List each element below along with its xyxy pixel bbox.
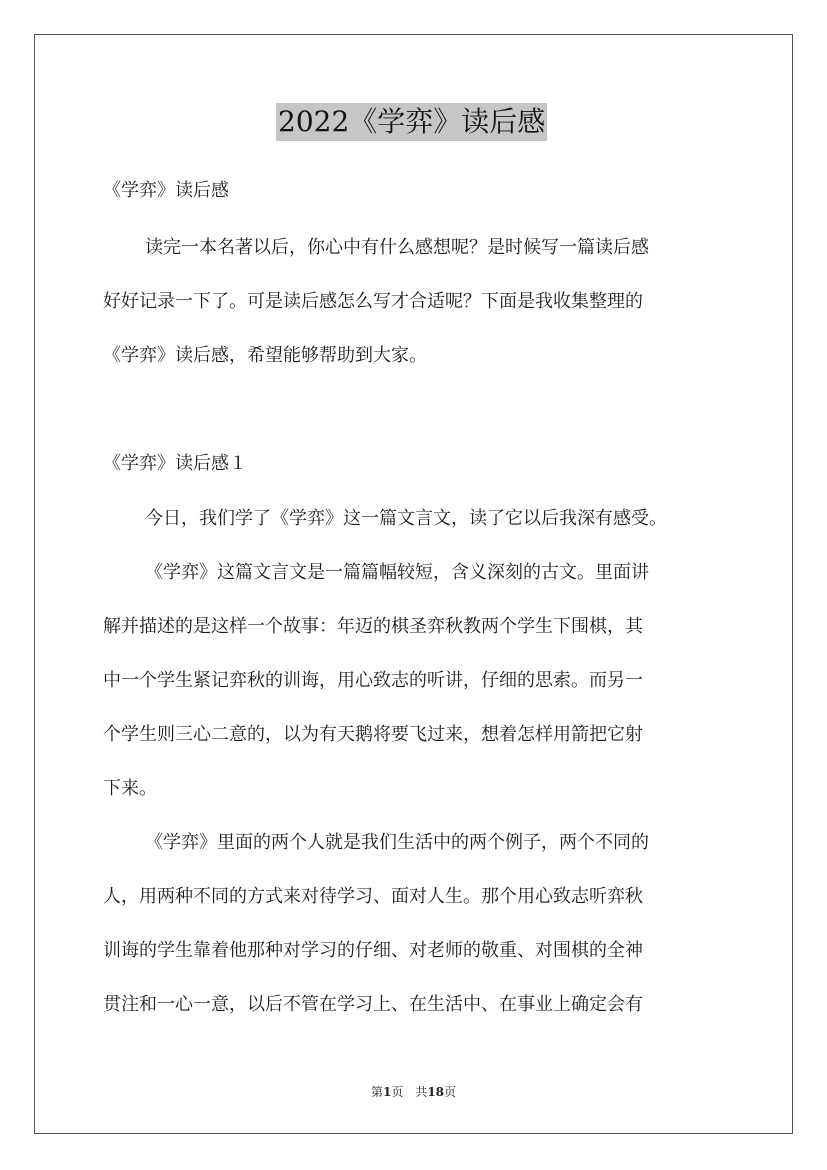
subheading: 《学弈》读后感 <box>103 180 229 201</box>
body-line-4: 中一个学生紧记弈秋的训诲，用心致志的听讲，仔细的思索。而另一 <box>103 670 643 691</box>
footer-suffix: 页 <box>444 1085 457 1099</box>
intro-line-2: 好好记录一下了。可是读后感怎么写才合适呢？下面是我收集整理的 <box>103 291 643 312</box>
body-line-9: 训诲的学生靠着他那种对学习的仔细、对老师的敬重、对围棋的全神 <box>103 940 643 961</box>
body-line-3: 解并描述的是这样一个故事：年迈的棋圣弈秋教两个学生下围棋，其 <box>103 616 643 637</box>
body-line-2: 《学弈》这篇文言文是一篇篇幅较短，含义深刻的古文。里面讲 <box>145 562 649 583</box>
section-heading-1: 《学弈》读后感１ <box>103 453 247 474</box>
intro-line-3: 《学弈》读后感，希望能够帮助到大家。 <box>103 345 427 366</box>
body-line-10: 贯注和一心一意，以后不管在学习上、在生活中、在事业上确定会有 <box>103 994 643 1015</box>
body-line-6: 下来。 <box>103 778 157 799</box>
body-line-8: 人，用两种不同的方式来对待学习、面对人生。那个用心致志听弈秋 <box>103 886 643 907</box>
footer-prefix: 第 <box>370 1085 383 1099</box>
document-title: 2022《学弈》读后感 <box>276 103 547 141</box>
footer-page-number: 1 <box>382 1085 392 1099</box>
body-line-1: 今日，我们学了《学弈》这一篇文言文，读了它以后我深有感受。 <box>145 508 667 529</box>
body-line-5: 个学生则三心二意的，以为有天鹅将要飞过来，想着怎样用箭把它射 <box>103 724 643 745</box>
footer-total-pages: 18 <box>427 1085 445 1099</box>
footer-middle: 页 共 <box>391 1085 428 1099</box>
body-line-7: 《学弈》里面的两个人就是我们生活中的两个例子，两个不同的 <box>145 832 649 853</box>
intro-line-1: 读完一本名著以后，你心中有什么感想呢？是时候写一篇读后感 <box>145 237 649 258</box>
page-footer <box>0 1084 827 1100</box>
